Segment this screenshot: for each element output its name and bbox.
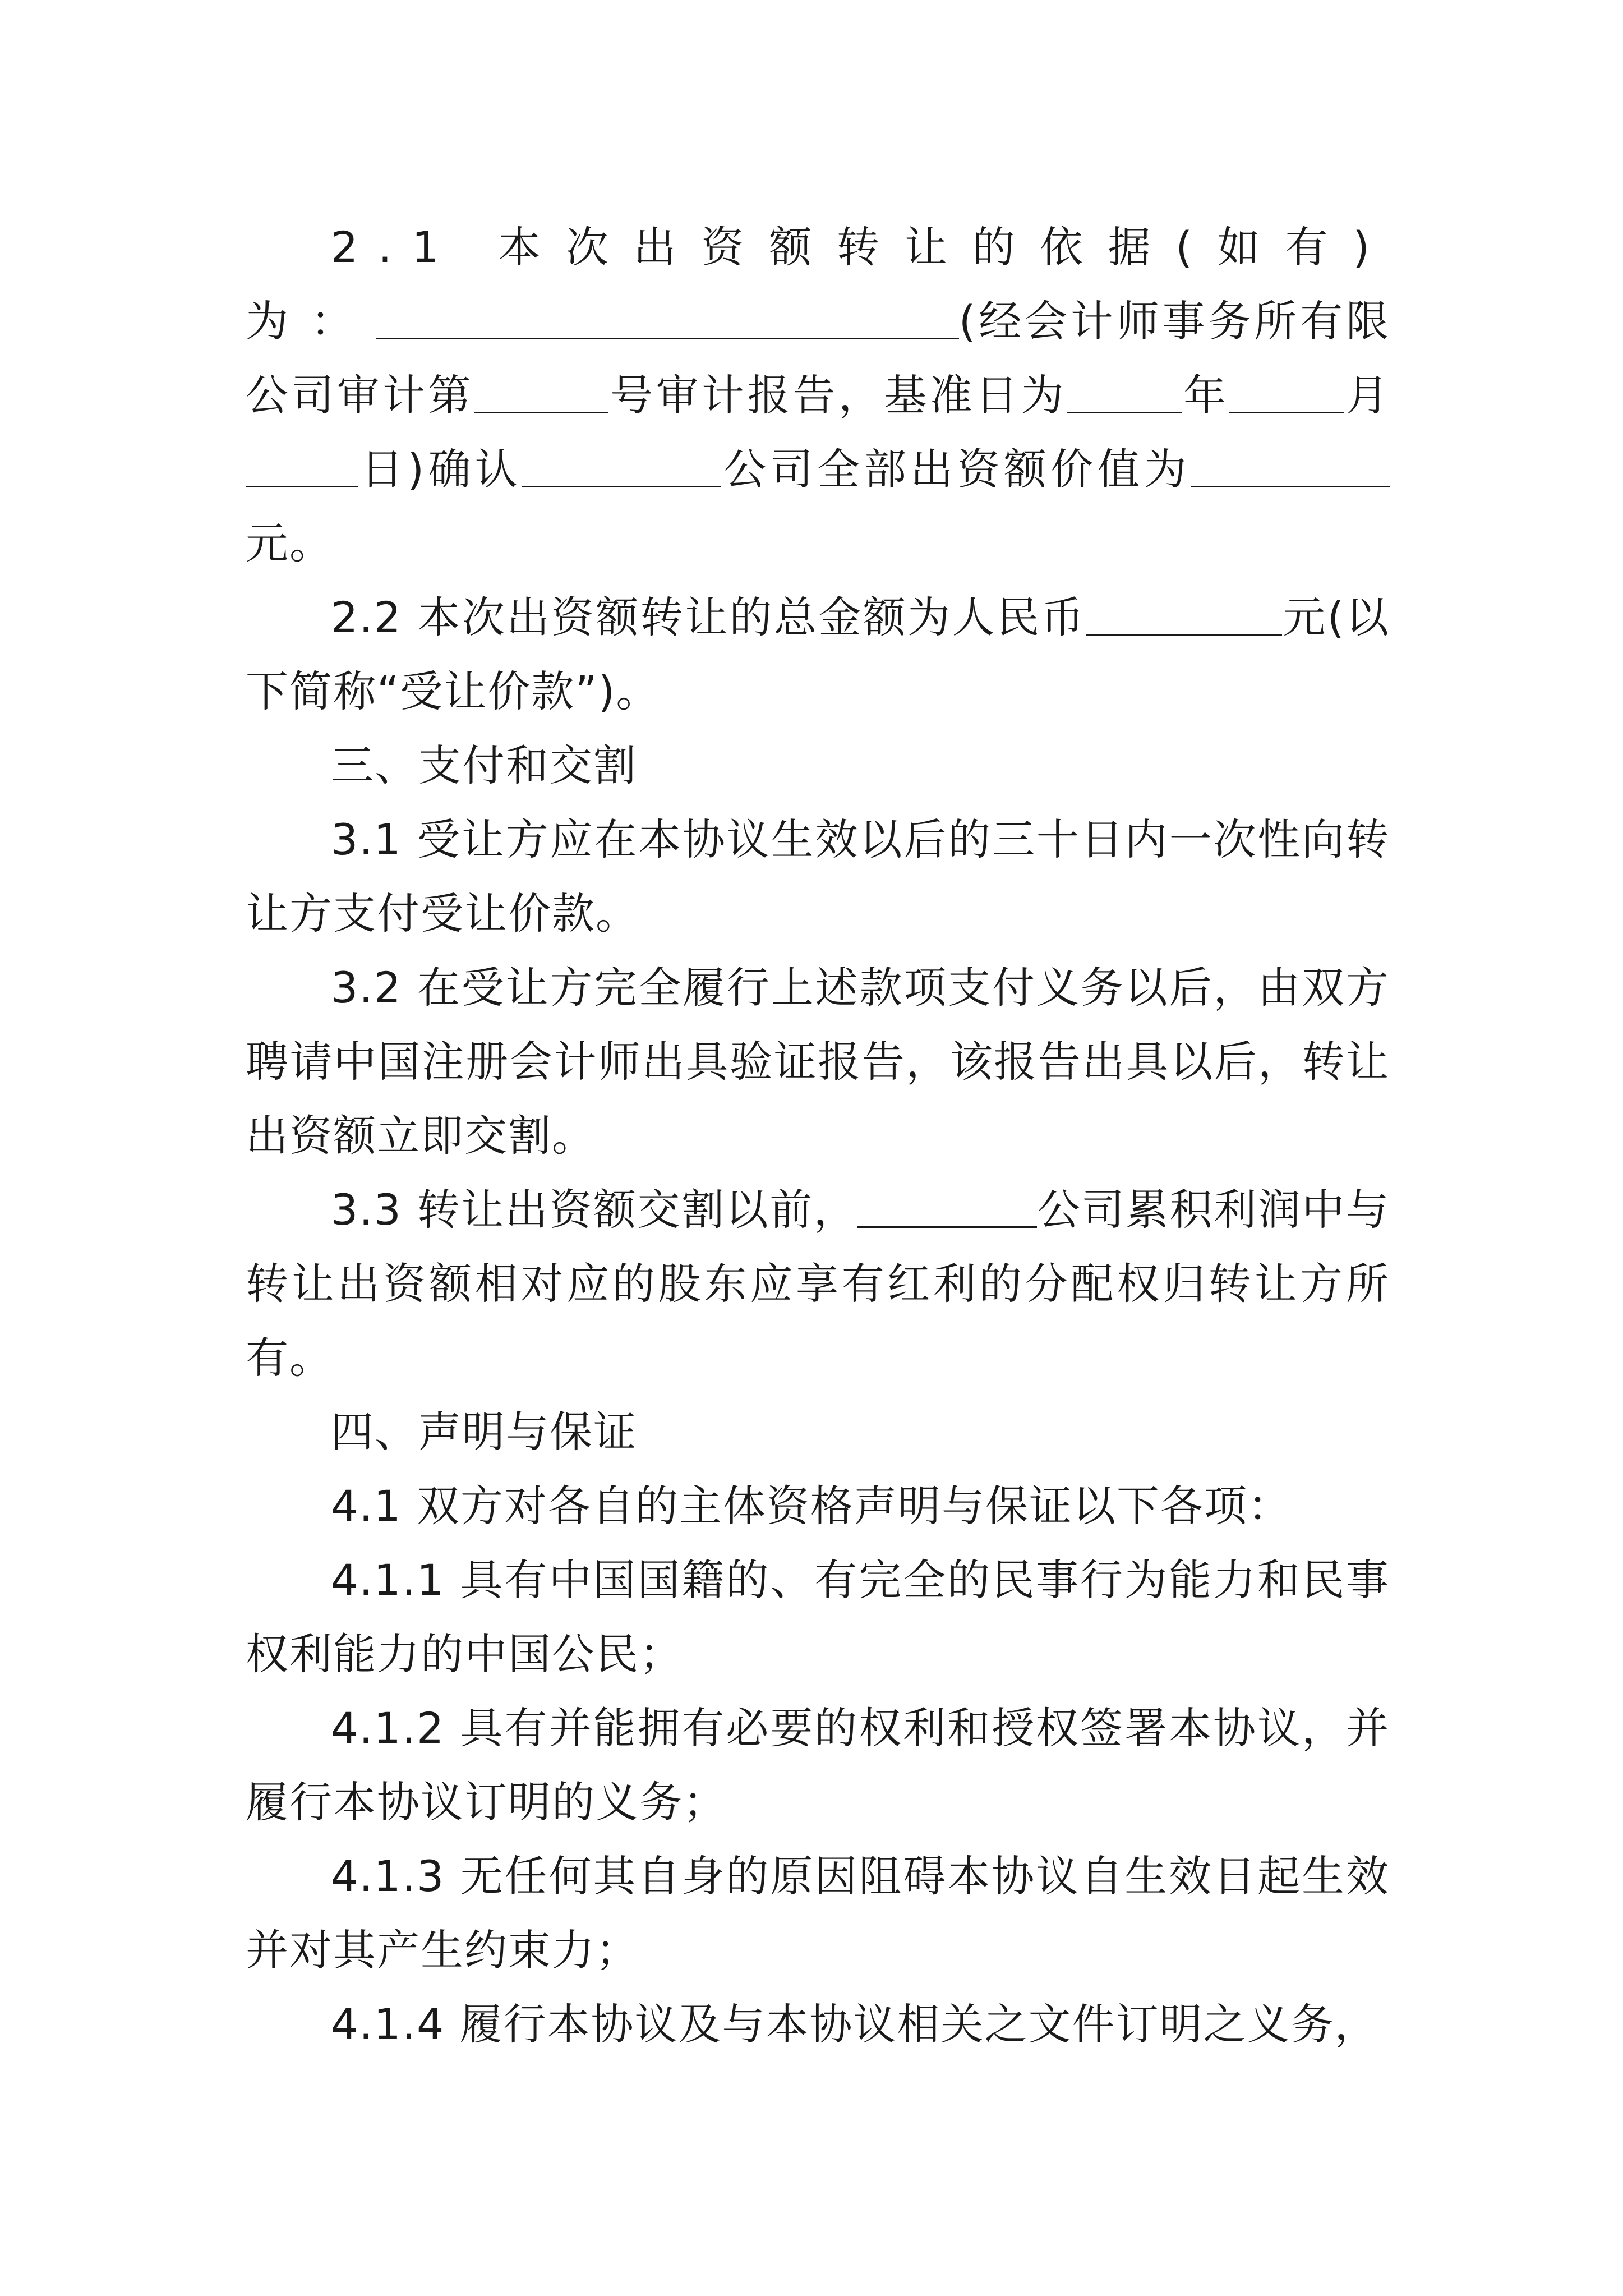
- clause-2-1-heading: 2.1 本次出资额转让的依据(如有)为：: [246, 222, 1390, 346]
- blank-month: [1229, 372, 1344, 413]
- clause-3-1: 3.1 受让方应在本协议生效以后的三十日内一次性向转让方支付受让价款。: [246, 815, 1390, 938]
- clause-4-1: 4.1 双方对各自的主体资格声明与保证以下各项：: [331, 1481, 1292, 1531]
- blank-report-number: [474, 372, 608, 413]
- blank-company-name: [522, 447, 721, 487]
- clause-2-1: [246, 210, 1390, 581]
- clause-2-1-text-c: 年: [1181, 370, 1229, 420]
- clause-2-1-text-g: 元。: [246, 518, 333, 568]
- clause-3-2: 3.2 在受让方完全履行上述款项支付义务以后，由双方聘请中国注册会计师出具验证报告，该报告出具以后，转让出资额立即交割。: [246, 963, 1390, 1161]
- blank-company-name-2: [857, 1187, 1037, 1228]
- clause-2-2: [246, 581, 1390, 729]
- clause-2-2-text-a: 2.2 本次出资额转让的总金额为人民币: [331, 592, 1086, 642]
- clause-2-1-text-a: (经会计师事务所有限公司审计第: [246, 296, 1390, 420]
- clause-2-2-text-b: 元(以下简称“受让价款”)。: [246, 592, 1390, 716]
- clause-2-1-text-d: 月: [1344, 370, 1390, 420]
- clause-4-1-4: 4.1.4 履行本协议及与本协议相关之文件订明之义务，: [331, 1999, 1378, 2049]
- clause-3-3-text-b: 公司累积利润中与转让出资额相对应的股东应享有红利的分配权归转让方所有。: [246, 1185, 1390, 1383]
- blank-day: [246, 447, 358, 487]
- clause-2-1-text-b: 号审计报告，基准日为: [608, 370, 1067, 420]
- section-3-title: 三、支付和交割: [331, 740, 637, 790]
- blank-audit-firm: [376, 298, 959, 339]
- agreement-body: [246, 210, 1390, 2062]
- blank-year: [1067, 372, 1182, 413]
- blank-total-value: [1191, 447, 1390, 487]
- section-4-title: 四、声明与保证: [331, 1407, 637, 1457]
- clause-3-3: [246, 1173, 1390, 1395]
- clause-4-1-1: 4.1.1 具有中国国籍的、有完全的民事行为能力和民事权利能力的中国公民；: [246, 1555, 1390, 1679]
- blank-transfer-amount: [1086, 595, 1282, 636]
- clause-2-1-text-f: 公司全部出资额价值为: [721, 444, 1191, 494]
- clause-4-1-2: 4.1.2 具有并能拥有必要的权利和授权签署本协议，并履行本协议订明的义务；: [246, 1703, 1390, 1827]
- clause-2-1-text-e: 日)确认: [358, 444, 522, 494]
- clause-4-1-3: 4.1.3 无任何其自身的原因阻碍本协议自生效日起生效并对其产生约束力；: [246, 1851, 1390, 1975]
- clause-3-3-text-a: 3.3 转让出资额交割以前，: [331, 1185, 858, 1235]
